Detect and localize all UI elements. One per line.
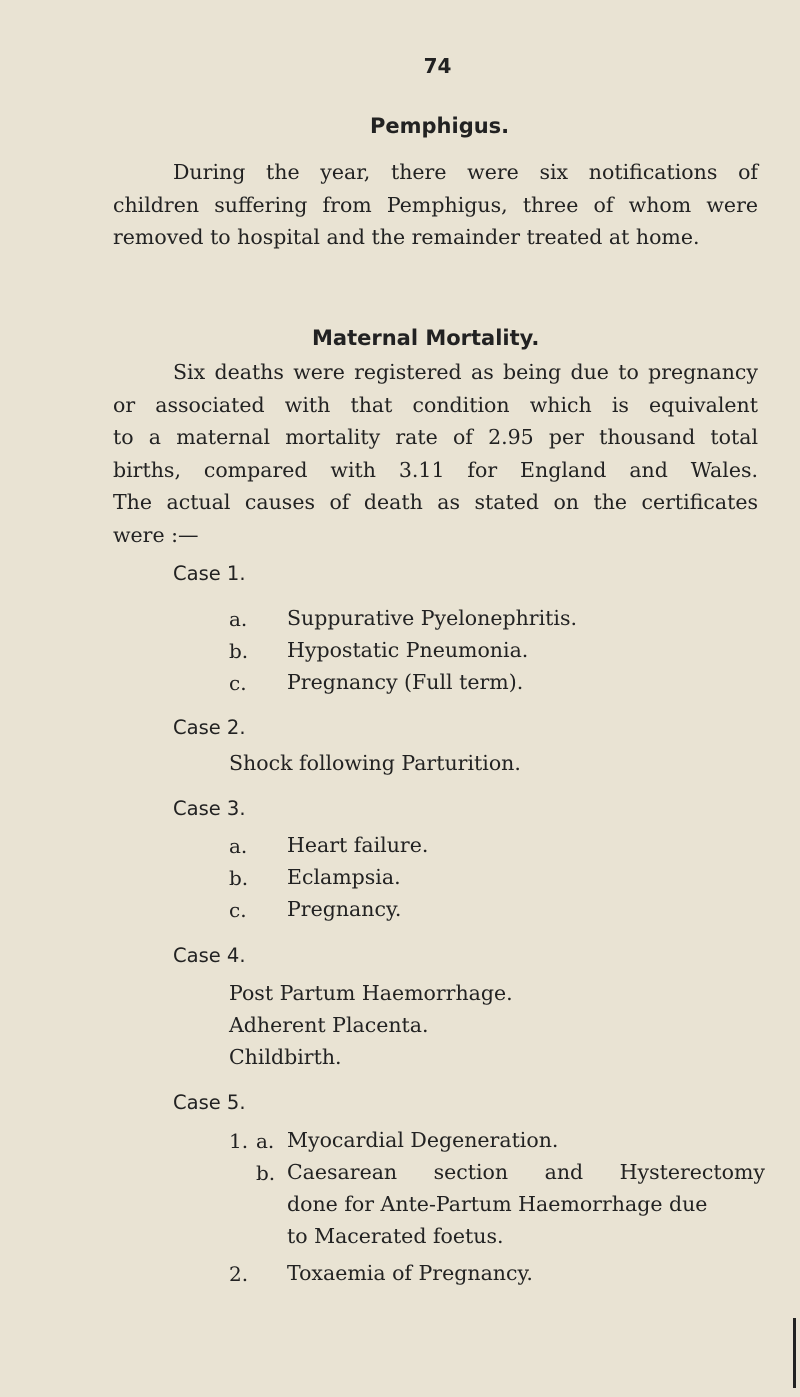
case-5-item-1-number: 1. (229, 1129, 249, 1153)
scan-edge-mark (793, 1318, 796, 1388)
case-4-label: Case 4. (173, 944, 246, 967)
pemphigus-paragraph (113, 156, 758, 254)
case-3-item-a-text: Heart failure. (287, 833, 429, 857)
case-3-item-b-mark: b. (229, 866, 249, 890)
case-1-item-b-text: Hypostatic Pneumonia. (287, 638, 529, 662)
maternal-line: births, compared with 3.11 for England and Wales. (113, 457, 758, 482)
case-3-item-b-text: Eclampsia. (287, 865, 401, 889)
case-3-item-c-text: Pregnancy. (287, 897, 402, 921)
case-1-item-c-mark: c. (229, 671, 247, 695)
case-3-label: Case 3. (173, 797, 246, 820)
pemphigus-heading: Pemphigus. (370, 114, 510, 138)
case-1-item-b-mark: b. (229, 639, 249, 663)
case-5-label: Case 5. (173, 1091, 246, 1114)
case-1-item-a-mark: a. (229, 607, 248, 631)
maternal-mortality-heading: Maternal Mortality. (312, 326, 540, 350)
case-5-item-1b-line: to Macerated foetus. (287, 1224, 504, 1248)
case-5-item-1a-mark: a. (256, 1129, 275, 1153)
case-5-item-1b-line: done for Ante-Partum Haemorrhage due (287, 1192, 708, 1216)
case-4-line: Adherent Placenta. (229, 1013, 429, 1037)
case-5-item-1a-text: Myocardial Degeneration. (287, 1128, 559, 1152)
case-4-line: Childbirth. (229, 1045, 342, 1069)
maternal-mortality-paragraph (113, 356, 758, 551)
maternal-line: were :— (113, 522, 199, 547)
maternal-line: to a maternal mortality rate of 2.95 per thousand total (113, 425, 758, 449)
maternal-line: or associated with that condition which is equivalent (113, 392, 758, 417)
case-2-text: Shock following Parturition. (229, 751, 521, 775)
case-4-line: Post Partum Haemorrhage. (229, 981, 513, 1005)
case-5-item-1b-line: Caesarean section and Hysterectomy (287, 1160, 765, 1184)
case-5-item-2-number: 2. (229, 1262, 249, 1286)
case-1-label: Case 1. (173, 562, 246, 585)
case-1-item-c-text: Pregnancy (Full term). (287, 670, 524, 694)
case-3-item-c-mark: c. (229, 898, 247, 922)
maternal-line: Six deaths were registered as being due to pregnancy (173, 360, 758, 384)
case-5-item-2-text: Toxaemia of Pregnancy. (287, 1261, 533, 1285)
pemphigus-line: During the year, there were six notifications of (173, 160, 758, 184)
case-1-item-a-text: Suppurative Pyelonephritis. (287, 606, 577, 630)
pemphigus-line: children suffering from Pemphigus, three of whom were (113, 192, 758, 217)
case-2-label: Case 2. (173, 716, 246, 739)
pemphigus-line: removed to hospital and the remainder treated at home. (113, 225, 700, 249)
page-number: 74 (423, 54, 452, 78)
case-3-item-a-mark: a. (229, 834, 248, 858)
maternal-line: The actual causes of death as stated on the certificates (113, 490, 758, 514)
case-5-item-1b-mark: b. (256, 1161, 276, 1185)
